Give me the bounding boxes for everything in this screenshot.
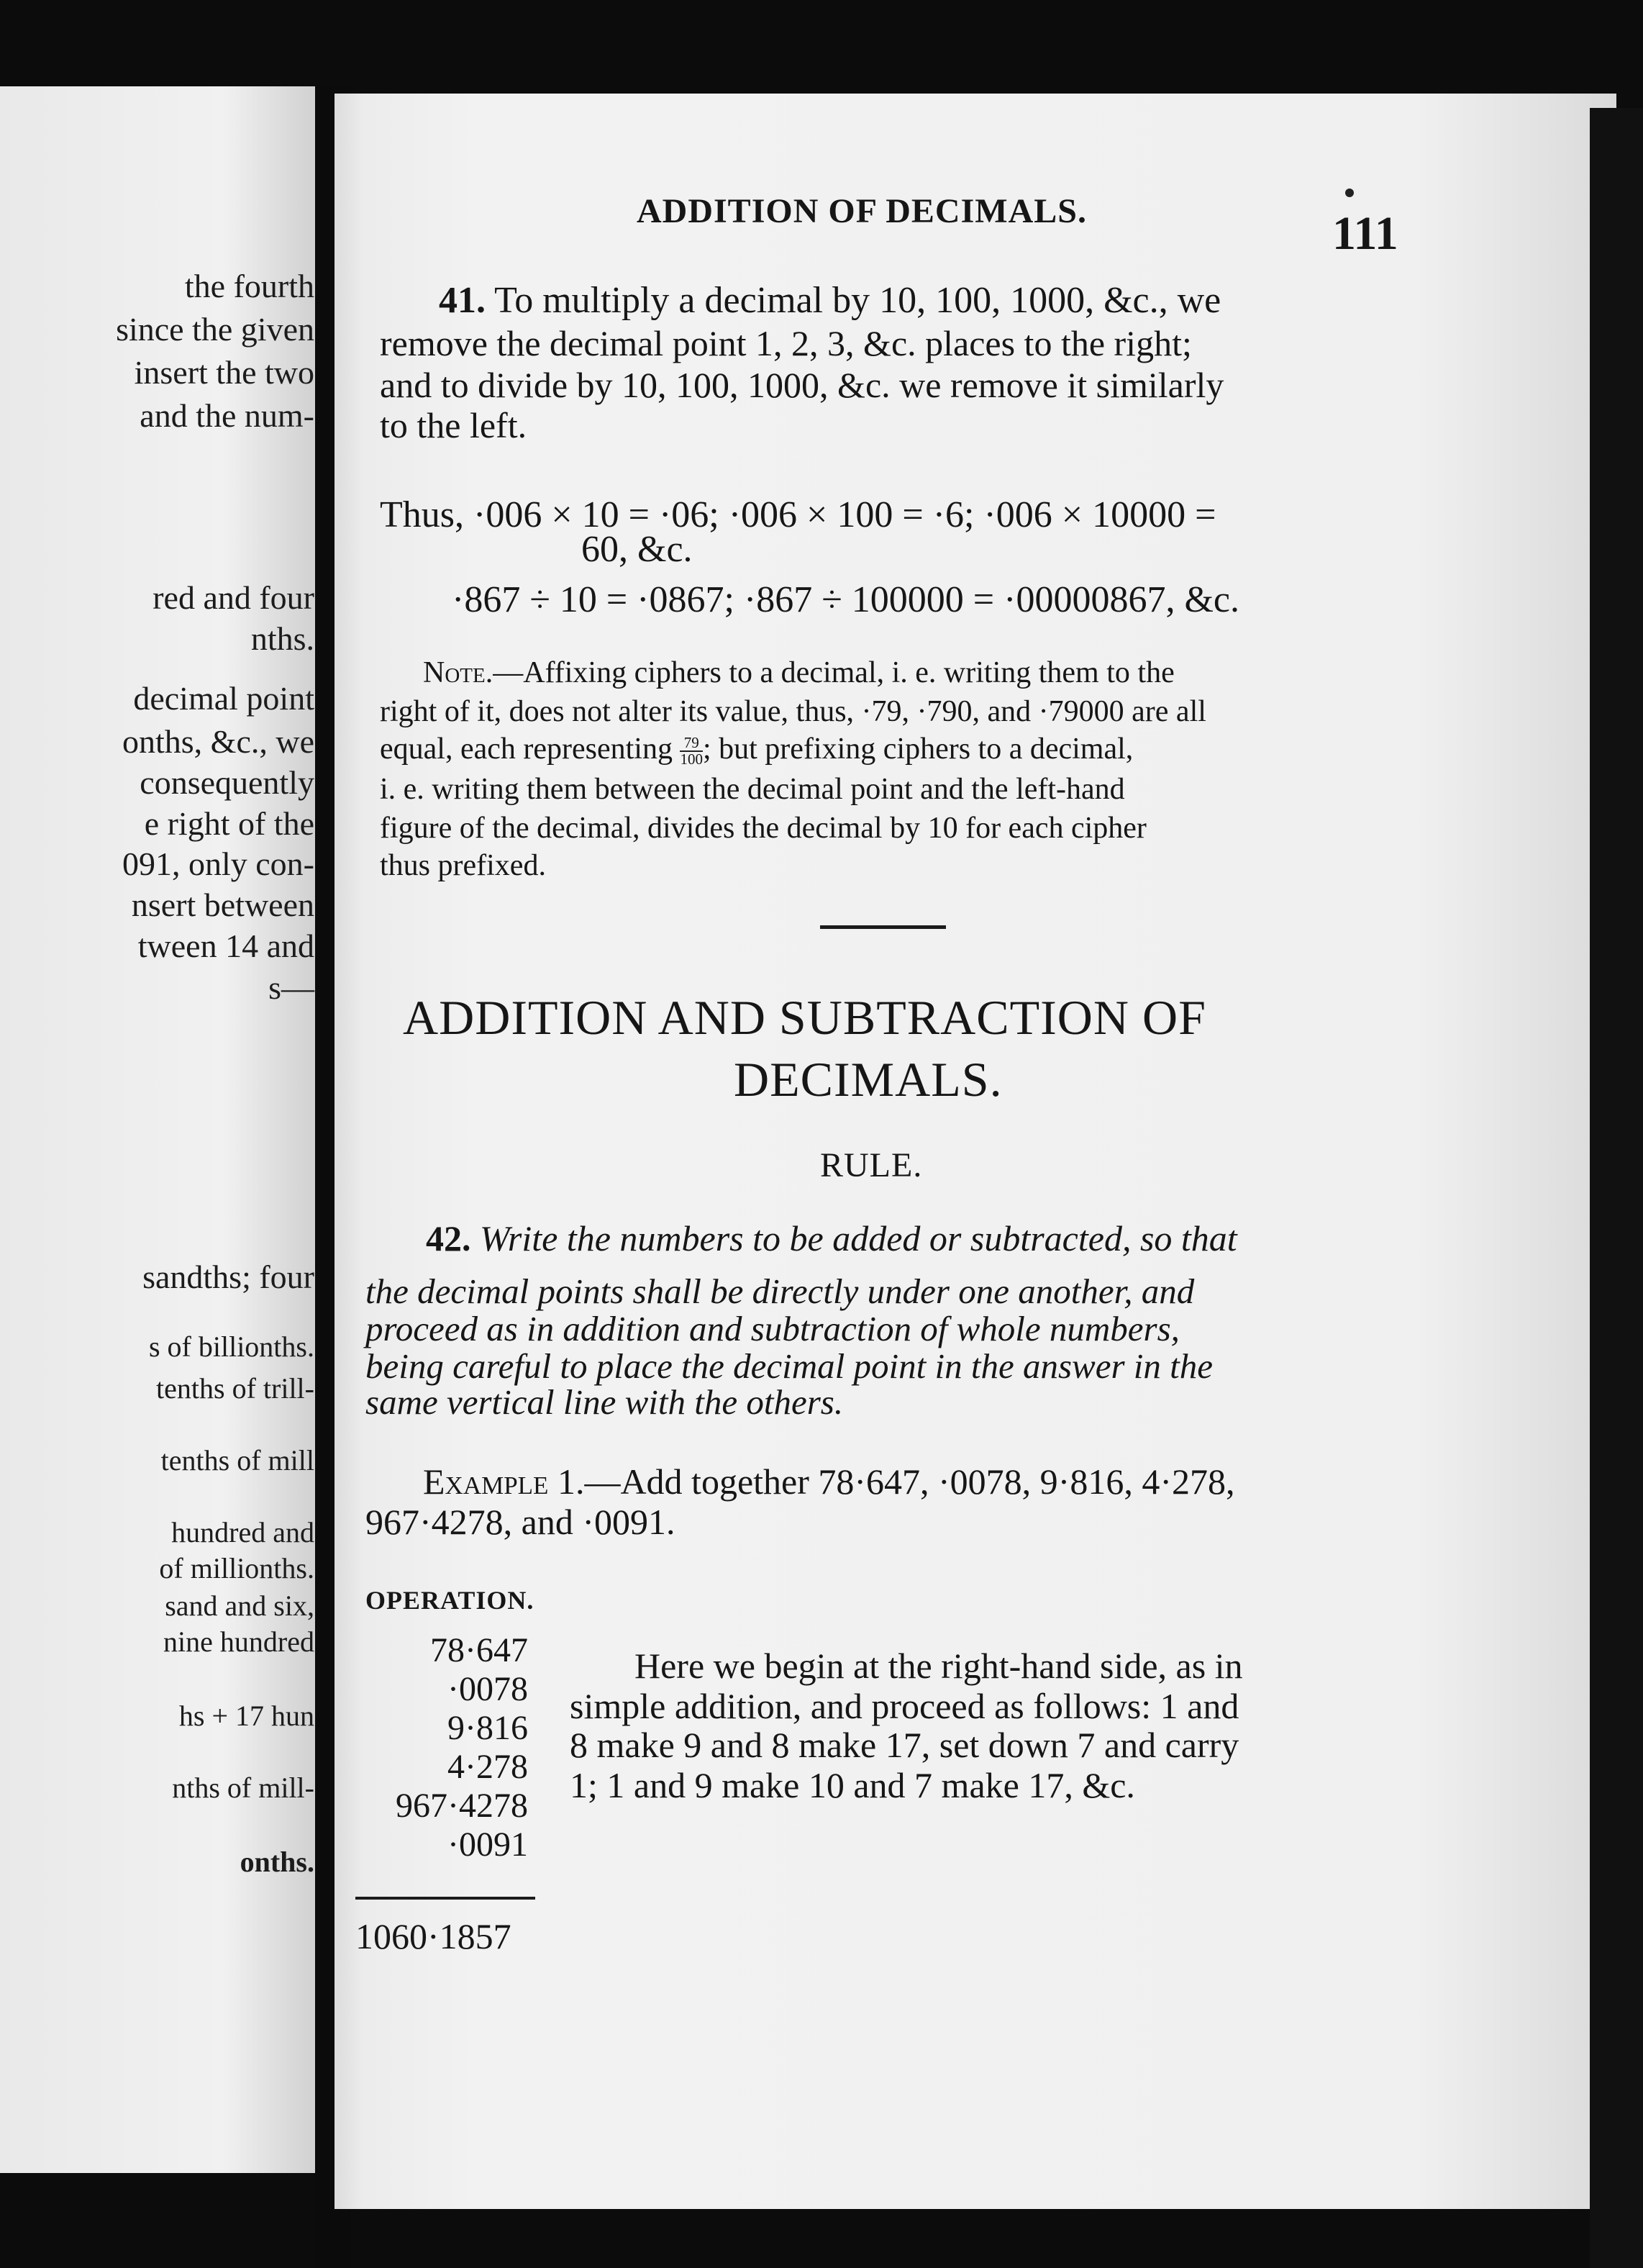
note-text: ; but prefixing ciphers to a decimal, (702, 732, 1134, 766)
section-title-line-1: ADDITION AND SUBTRACTION OF (403, 990, 1206, 1045)
left-page-line: and the num- (140, 397, 314, 434)
note-text: equal, each representing (380, 732, 673, 766)
left-page-line: nine hundred (163, 1625, 314, 1658)
left-page-line: 091, only con- (122, 845, 314, 882)
note-line-1 (423, 658, 1175, 688)
explanation-line: 8 make 9 and 8 make 17, set down 7 and carry (570, 1725, 1239, 1765)
addend: 9·816 (447, 1709, 528, 1747)
left-page-line: tenths of trill- (156, 1372, 314, 1405)
page-edge-shadow (1590, 108, 1643, 2268)
left-page-line: red and four (153, 579, 314, 616)
left-page-line: consequently (140, 764, 314, 801)
left-page-line: sandths; four (142, 1258, 314, 1295)
ink-speck (1345, 189, 1354, 197)
addend: ·0091 (447, 1825, 528, 1864)
left-page-line: s— (268, 969, 314, 1006)
left-page-line: onths. (240, 1846, 314, 1878)
sum-rule (355, 1897, 535, 1900)
example-thus-line-3: ·867 ÷ 10 = ·0867; ·867 ÷ 100000 = ·00000867, &c. (452, 579, 1239, 620)
running-title: ADDITION OF DECIMALS. (637, 192, 1087, 230)
left-page-line: nths of mill- (172, 1772, 314, 1804)
explanation-line: Here we begin at the right-hand side, as in (634, 1646, 1243, 1686)
left-page-line: s of billionths. (148, 1330, 314, 1363)
left-page-line: the fourth (184, 268, 314, 304)
article-41-line-3: and to divide by 10, 100, 1000, &c. we remove it similarly (380, 365, 1224, 405)
sum-value: 1060·1857 (355, 1916, 511, 1956)
left-page-line: hs + 17 hun (178, 1700, 314, 1732)
left-page-line: insert the two (134, 354, 314, 391)
left-page-line: tween 14 and (137, 927, 314, 964)
example-thus-line-2: 60, &c. (581, 529, 693, 570)
article-text: Write the numbers to be added or subtracted, so that (480, 1218, 1237, 1258)
note-line-3 (380, 734, 1133, 767)
operation-label: OPERATION. (365, 1586, 534, 1615)
explanation-line: simple addition, and proceed as follows: 1 and (570, 1686, 1239, 1726)
addend: 4·278 (447, 1748, 528, 1786)
fraction-79-100: $\frac{79}{100}$ (680, 734, 703, 768)
article-41-line-2: remove the decimal point 1, 2, 3, &c. places to the right; (380, 323, 1192, 363)
article-41-line-4: to the left. (380, 405, 527, 445)
left-page-line: of millionths. (159, 1552, 314, 1584)
left-page-line: tenths of mill (160, 1444, 314, 1477)
article-number: 41. (439, 280, 486, 321)
note-text: —Affixing ciphers to a decimal, i. e. writing them to the (493, 656, 1175, 689)
article-42-line-1 (426, 1220, 1237, 1256)
book-page (334, 94, 1616, 2209)
left-page-line: decimal point (133, 680, 314, 717)
note-line-5: figure of the decimal, divides the decimal by 10 for each cipher (380, 812, 1147, 845)
note-line-6: thus prefixed. (380, 849, 546, 882)
section-divider (820, 925, 946, 929)
left-page-line: onths, &c., we (122, 723, 314, 760)
example-thus-line-1: Thus, ·006 × 10 = ·06; ·006 × 100 = ·6; ·006 × 10000 = (380, 494, 1216, 535)
article-text: To multiply a decimal by 10, 100, 1000, &c., we (494, 280, 1221, 321)
section-title-line-2: DECIMALS. (734, 1052, 1003, 1107)
addend: ·0078 (447, 1670, 528, 1708)
explanation-line: 1; 1 and 9 make 10 and 7 make 17, &c. (570, 1765, 1135, 1805)
left-page-line: since the given (116, 311, 314, 348)
example-line-2: 967·4278, and ·0091. (365, 1502, 675, 1542)
addend: 78·647 (430, 1631, 528, 1669)
left-page-line: nsert between (131, 886, 314, 923)
note-line-4: i. e. writing them between the decimal point and the left-hand (380, 773, 1125, 806)
article-42-line-3: proceed as in addition and subtraction of whole numbers, (365, 1309, 1180, 1348)
page-number: 111 (1332, 207, 1398, 260)
article-42-line-4: being careful to place the decimal point in the answer in the (365, 1346, 1214, 1386)
article-42-line-5: same vertical line with the others. (365, 1382, 844, 1422)
note-label: Note. (423, 656, 493, 689)
article-42-line-2: the decimal points shall be directly under one another, and (365, 1271, 1195, 1311)
example-text: —Add together 78·647, ·0078, 9·816, 4·278, (584, 1461, 1235, 1502)
addend: 967·4278 (396, 1787, 528, 1825)
note-line-2: right of it, does not alter its value, thus, ·79, ·790, and ·79000 are all (380, 695, 1206, 728)
left-facing-page (0, 86, 320, 2173)
left-page-line: e right of the (144, 805, 314, 842)
left-page-line: sand and six, (165, 1589, 314, 1622)
article-41-line-1 (439, 282, 1221, 319)
rule-heading: RULE. (820, 1146, 923, 1184)
example-line-1 (423, 1461, 1235, 1502)
left-page-line: nths. (250, 620, 314, 657)
left-page-line: hundred and (171, 1516, 314, 1548)
article-number: 42. (426, 1218, 471, 1258)
example-label: Example 1. (423, 1461, 585, 1502)
